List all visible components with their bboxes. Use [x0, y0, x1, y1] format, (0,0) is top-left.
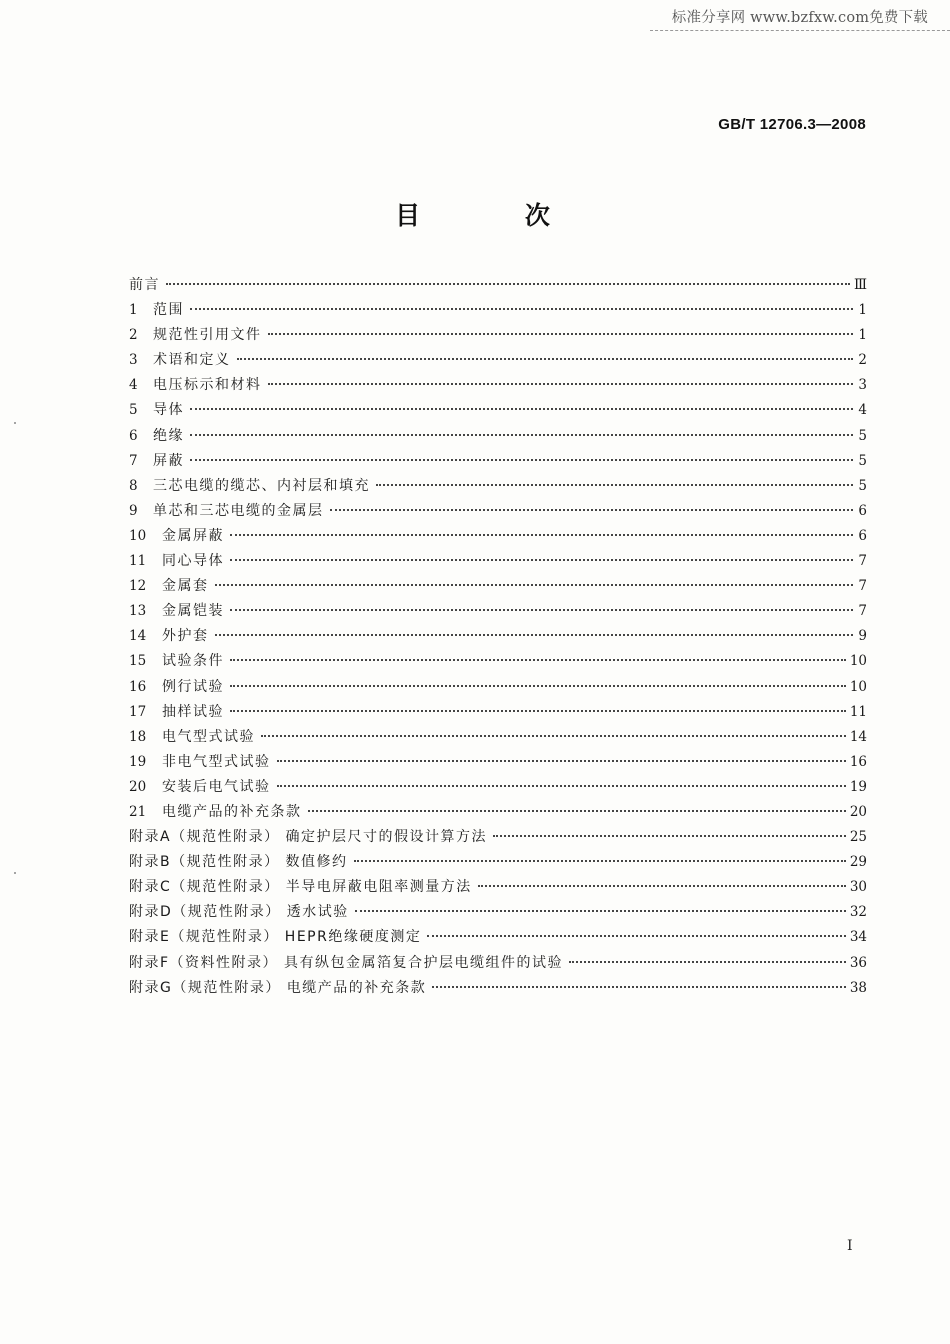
toc-entry-label: 安装后电气试验	[162, 778, 271, 795]
toc-dot-leader	[166, 283, 850, 285]
toc-entry-page: 9	[858, 628, 867, 645]
toc-entry[interactable]	[129, 676, 867, 701]
toc-entry[interactable]	[129, 776, 867, 801]
toc-dot-leader	[230, 710, 846, 712]
toc-entry-number: 17	[129, 703, 147, 720]
toc-entry-page: 2	[858, 352, 867, 369]
scan-speck	[14, 422, 16, 424]
toc-dot-leader	[277, 785, 846, 787]
toc-dot-leader	[277, 760, 846, 762]
toc-entry-label: 导体	[153, 402, 184, 419]
toc-entry-page: 6	[858, 527, 867, 544]
toc-entry[interactable]	[129, 450, 867, 475]
toc-entry[interactable]	[129, 977, 867, 1002]
toc-entry[interactable]	[129, 751, 867, 776]
toc-entry-label: 电缆产品的补充条款	[162, 803, 302, 820]
toc-entry-label: 范围	[153, 302, 184, 319]
toc-entry-label: 单芯和三芯电缆的金属层	[153, 502, 324, 519]
toc-entry[interactable]	[129, 876, 867, 901]
toc-dot-leader	[190, 308, 853, 310]
toc-entry-label: 同心导体	[162, 553, 224, 570]
toc-entry-number: 14	[129, 628, 147, 645]
toc-dot-leader	[230, 685, 846, 687]
toc-entry-page: 25	[849, 829, 867, 846]
toc-entry[interactable]	[129, 425, 867, 450]
toc-entry-number: 19	[129, 753, 147, 770]
toc-entry-label: 金属屏蔽	[162, 527, 224, 544]
toc-entry-page: 5	[858, 427, 867, 444]
toc-entry-number: 1	[129, 302, 138, 319]
toc-entry-label: 非电气型式试验	[162, 753, 271, 770]
toc-dot-leader	[237, 358, 854, 360]
toc-entry-number: 21	[129, 803, 147, 820]
toc-entry[interactable]	[129, 349, 867, 374]
toc-entry-page: 38	[849, 979, 867, 996]
toc-entry[interactable]	[129, 926, 867, 951]
toc-dot-leader	[190, 408, 853, 410]
toc-entry-page: 1	[858, 302, 867, 319]
toc-dot-leader	[230, 534, 853, 536]
toc-entry[interactable]	[129, 826, 867, 851]
toc-entry-page: 6	[858, 502, 867, 519]
toc-entry-page: 34	[849, 929, 867, 946]
toc-entry-number: 12	[129, 578, 147, 595]
toc-entry-label: 附录A（规范性附录） 确定护层尺寸的假设计算方法	[129, 829, 488, 846]
toc-entry[interactable]	[129, 952, 867, 977]
toc-entry[interactable]	[129, 550, 867, 575]
toc-entry-page: 11	[849, 703, 867, 720]
toc-entry-label: 外护套	[162, 628, 209, 645]
toc-entry-number: 5	[129, 402, 138, 419]
toc-entry-label: 例行试验	[162, 678, 224, 695]
toc-entry[interactable]	[129, 274, 867, 299]
toc-dot-leader	[478, 885, 846, 887]
toc-entry[interactable]	[129, 374, 867, 399]
toc-dot-leader	[230, 559, 853, 561]
toc-entry-label: 前言	[129, 277, 160, 293]
toc-entry-label: 绝缘	[153, 427, 184, 444]
toc-entry-label: 附录D（规范性附录） 透水试验	[129, 904, 349, 921]
toc-entry[interactable]	[129, 625, 867, 650]
toc-entry-label: 电压标示和材料	[153, 377, 262, 394]
toc-entry-page: 7	[858, 578, 867, 595]
toc-entry-number: 2	[129, 327, 138, 344]
toc-entry-label: 金属铠装	[162, 603, 224, 620]
toc-entry[interactable]	[129, 525, 867, 550]
toc-dot-leader	[330, 509, 854, 511]
toc-entry-page: 4	[858, 402, 867, 419]
toc-entry[interactable]	[129, 500, 867, 525]
toc-dot-leader	[569, 961, 846, 963]
toc-entry-number: 18	[129, 728, 147, 745]
toc-entry-page: 19	[849, 778, 867, 795]
toc-dot-leader	[261, 735, 846, 737]
toc-entry-label: 屏蔽	[153, 452, 184, 469]
toc-entry-page: 30	[849, 879, 867, 896]
toc-entry-number: 9	[129, 502, 138, 519]
page-title: 目 次	[395, 201, 598, 230]
toc-dot-leader	[230, 609, 853, 611]
toc-dot-leader	[427, 935, 845, 937]
toc-dot-leader	[493, 835, 846, 837]
toc-entry-number: 16	[129, 678, 147, 695]
toc-entry[interactable]	[129, 726, 867, 751]
toc-dot-leader	[215, 634, 854, 636]
toc-entry-page: 10	[849, 653, 867, 670]
toc-dot-leader	[268, 383, 854, 385]
toc-entry-page: 32	[849, 904, 867, 921]
toc-entry-label: 附录E（规范性附录） HEPR绝缘硬度测定	[129, 929, 422, 946]
table-of-contents	[129, 274, 867, 1002]
toc-dot-leader	[432, 986, 846, 988]
toc-entry-label: 规范性引用文件	[153, 327, 262, 344]
toc-entry-label: 试验条件	[162, 653, 224, 670]
toc-entry-page: 29	[849, 854, 867, 871]
toc-entry[interactable]	[129, 650, 867, 675]
toc-dot-leader	[376, 484, 853, 486]
toc-dot-leader	[215, 584, 854, 586]
toc-entry[interactable]	[129, 399, 867, 424]
toc-entry-label: 术语和定义	[153, 352, 231, 369]
toc-entry-number: 10	[129, 527, 147, 544]
watermark-rule	[650, 30, 950, 31]
toc-entry-label: 附录F（资料性附录） 具有纵包金属箔复合护层电缆组件的试验	[129, 954, 564, 971]
toc-entry[interactable]	[129, 701, 867, 726]
toc-entry[interactable]	[129, 324, 867, 349]
toc-entry-number: 13	[129, 603, 147, 620]
toc-entry-number: 11	[129, 553, 147, 570]
toc-dot-leader	[190, 459, 853, 461]
toc-entry-number: 20	[129, 778, 147, 795]
toc-entry-page: 7	[858, 553, 867, 570]
toc-entry-label: 附录B（规范性附录） 数值修约	[129, 854, 348, 871]
toc-entry-page: 7	[858, 603, 867, 620]
toc-entry-label: 附录G（规范性附录） 电缆产品的补充条款	[129, 979, 427, 996]
toc-entry-number: 4	[129, 377, 138, 394]
toc-entry-page: 20	[849, 803, 867, 820]
toc-entry-page: 36	[849, 954, 867, 971]
toc-entry-number: 7	[129, 452, 138, 469]
toc-entry[interactable]	[129, 575, 867, 600]
toc-entry-label: 三芯电缆的缆芯、内衬层和填充	[153, 477, 370, 494]
toc-entry-label: 金属套	[162, 578, 209, 595]
toc-entry-number: 3	[129, 352, 138, 369]
scan-speck	[14, 872, 16, 874]
toc-entry-number: 15	[129, 653, 147, 670]
watermark-text: 标准分享网 www.bzfxw.com免费下载	[671, 10, 928, 26]
toc-dot-leader	[308, 810, 846, 812]
toc-entry[interactable]	[129, 600, 867, 625]
toc-dot-leader	[354, 860, 846, 862]
toc-entry-page: 14	[849, 728, 867, 745]
toc-dot-leader	[190, 434, 853, 436]
toc-entry-number: 8	[129, 477, 138, 494]
toc-dot-leader	[230, 659, 846, 661]
toc-entry-number: 6	[129, 427, 138, 444]
toc-entry-label: 抽样试验	[162, 703, 224, 720]
toc-entry[interactable]	[129, 851, 867, 876]
toc-entry-label: 附录C（规范性附录） 半导电屏蔽电阻率测量方法	[129, 879, 472, 896]
toc-entry-label: 电气型式试验	[162, 728, 255, 745]
toc-entry-page: 10	[849, 678, 867, 695]
toc-dot-leader	[355, 910, 846, 912]
toc-entry[interactable]	[129, 475, 867, 500]
standard-code: GB/T 12706.3—2008	[718, 116, 866, 133]
toc-entry[interactable]	[129, 901, 867, 926]
toc-entry[interactable]	[129, 299, 867, 324]
toc-entry-page: Ⅲ	[853, 277, 867, 293]
toc-entry-page: 1	[858, 327, 867, 344]
toc-entry-page: 5	[858, 477, 867, 494]
page-number: I	[847, 1238, 853, 1254]
toc-entry-page: 16	[849, 753, 867, 770]
toc-entry[interactable]	[129, 801, 867, 826]
toc-dot-leader	[268, 333, 854, 335]
toc-entry-page: 5	[858, 452, 867, 469]
toc-entry-page: 3	[858, 377, 867, 394]
